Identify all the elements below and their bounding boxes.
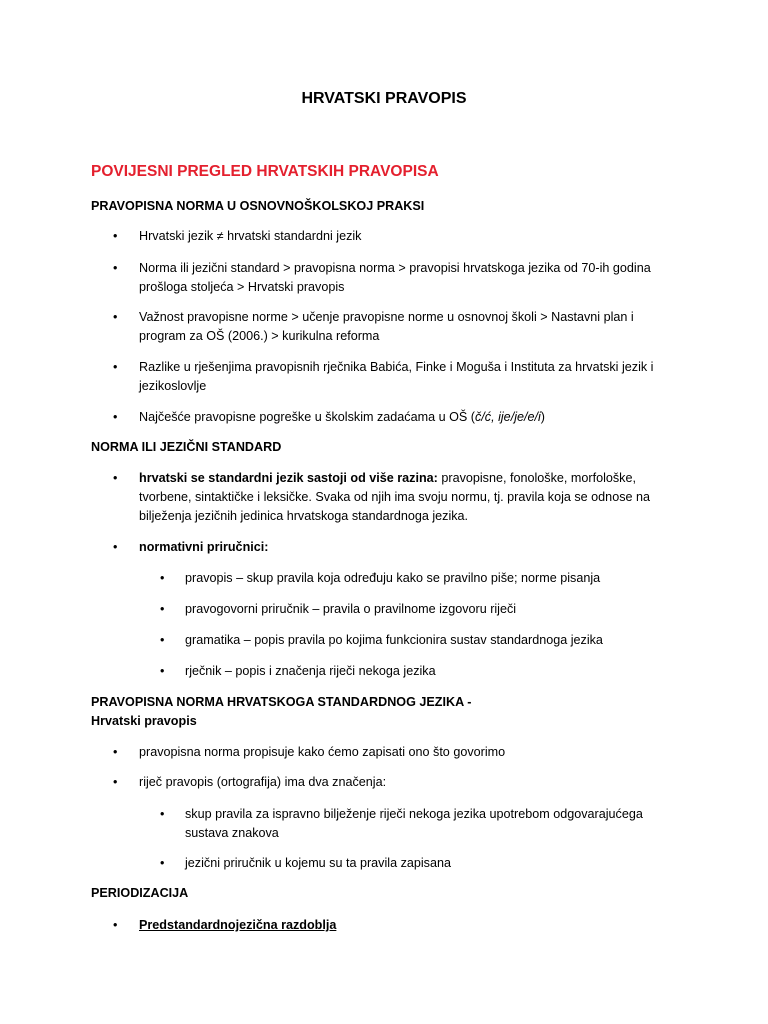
document-title: HRVATSKI PRAVOPIS: [301, 90, 467, 107]
list-item: • Najčešće pravopisne pogreške u školskim zadaćama u OŠ (č/ć, ije/je/e/i): [0, 408, 545, 427]
heading-pravopisna-norma: PRAVOPISNA NORMA HRVATSKOGA STANDARDNOG JEZIKA - Hrvatski pravopis: [91, 695, 472, 728]
sub-list-item: • gramatika – popis pravila po kojima funkcionira sustav standardnoga jezika: [0, 631, 603, 650]
heading-periodizacija: PERIODIZACIJA: [91, 886, 189, 900]
bullet: •: [160, 571, 165, 585]
bullet: •: [113, 410, 118, 424]
bullet: •: [113, 918, 118, 932]
bullet: •: [160, 664, 165, 678]
sub-list-item: • pravopis – skup pravila koja određuju kako se pravilno piše; norme pisanja: [0, 569, 600, 588]
bullet: •: [113, 471, 118, 485]
list-item: • hrvatski se standardni jezik sastoji od više razina: pravopisne, fonološke, morfološke, tvorbene, sintaktičke i leksičke. Svaka od njih ima svoju normu, tj. pravila koja se odnose na bilježenja jezičnih jedinica hrvatskoga standardnoga jezika.: [113, 471, 650, 523]
bullet: •: [160, 856, 165, 870]
heading-norma-standard: NORMA ILI JEZIČNI STANDARD: [91, 440, 282, 454]
section-title: POVIJESNI PREGLED HRVATSKIH PRAVOPISA: [91, 163, 439, 180]
bullet: •: [160, 633, 165, 647]
sub-list-item: • pravogovorni priručnik – pravila o pravilnome izgovoru riječi: [0, 600, 516, 619]
sub-list-item: • rječnik – popis i značenja riječi nekoga jezika: [0, 662, 436, 681]
sub-list-item: • jezični priručnik u kojemu su ta pravila zapisana: [0, 854, 451, 873]
bullet: •: [113, 360, 118, 374]
list-item: • Predstandardnojezična razdoblja: [0, 916, 336, 935]
list-item: • Važnost pravopisne norme > učenje pravopisne norme u osnovnoj školi > Nastavni plan i program za OŠ (2006.) > kurikulna reforma: [113, 310, 634, 343]
list-item: • normativni priručnici:: [0, 538, 268, 557]
list-item: • Razlike u rješenjima pravopisnih rječnika Babića, Finke i Moguša i Instituta za hrvatski jezik i jezikoslovlje: [113, 360, 654, 393]
list-item: • Norma ili jezični standard > pravopisna norma > pravopisi hrvatskoga jezika od 70-ih godina prošloga stoljeća > Hrvatski pravopis: [113, 261, 651, 294]
bullet: •: [160, 602, 165, 616]
list-item: • pravopisna norma propisuje kako ćemo zapisati ono što govorimo: [0, 743, 505, 762]
bullet: •: [113, 261, 118, 275]
heading-osnovnoskolska-praksa: PRAVOPISNA NORMA U OSNOVNOŠKOLSKOJ PRAKSI: [91, 199, 425, 213]
list-item: • riječ pravopis (ortografija) ima dva značenja:: [0, 773, 386, 792]
bullet: •: [113, 310, 118, 324]
bullet: •: [113, 229, 118, 243]
sub-list-item: • skup pravila za ispravno bilježenje riječi nekoga jezika upotrebom odgovarajućega sustava znakova: [160, 807, 643, 840]
list-item: • Hrvatski jezik ≠ hrvatski standardni jezik: [0, 227, 361, 246]
bullet: •: [113, 775, 118, 789]
bullet: •: [113, 745, 118, 759]
bullet: •: [160, 807, 165, 821]
bullet: •: [113, 540, 118, 554]
